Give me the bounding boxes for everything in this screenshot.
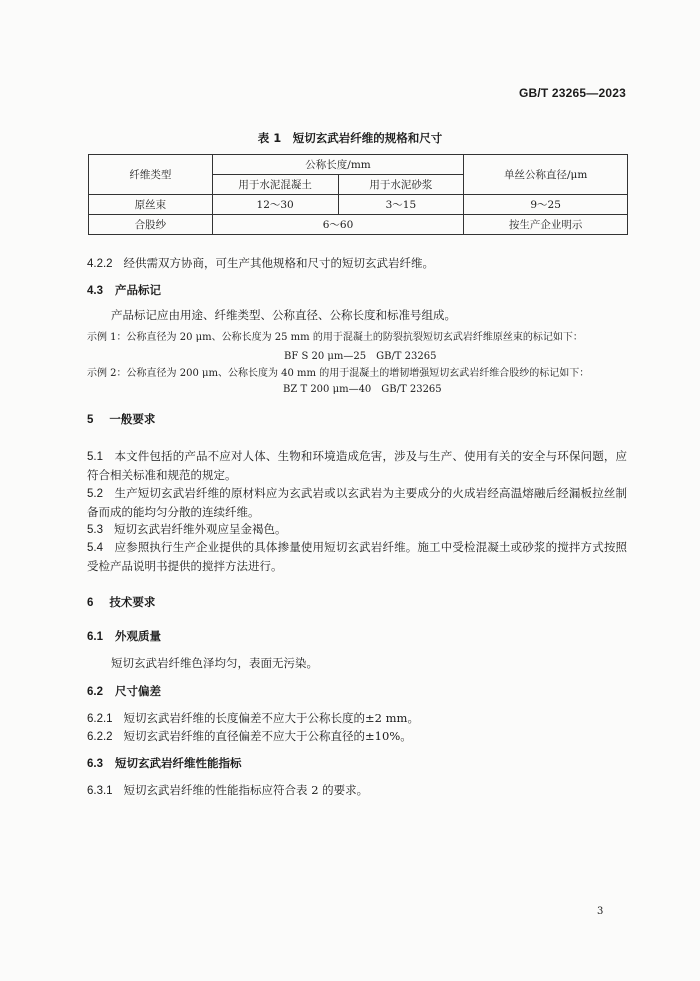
clause-6-2-2 xyxy=(87,728,412,745)
header-nominal-diameter: 单丝公称直径/μm xyxy=(464,155,628,195)
clause-5-3 xyxy=(87,520,627,539)
header-nominal-length: 公称长度/mm xyxy=(212,155,464,175)
clause-number: 6.2.2 xyxy=(87,731,113,743)
clause-text: 短切玄武岩纤维的性能指标应符合表 2 的要求。 xyxy=(123,783,369,797)
header-mortar: 用于水泥砂浆 xyxy=(338,175,464,195)
example-1: 示例 1：公称直径为 20 μm、公称长度为 25 mm 的用于混凝土的防裂抗裂短切玄武岩纤维原丝束的标记如下： xyxy=(87,332,583,343)
clause-text: 短切玄武岩纤维的长度偏差不应大于公称长度的±2 mm。 xyxy=(123,711,419,725)
cell-type: 合股纱 xyxy=(89,215,213,235)
clause-5-2 xyxy=(87,484,627,521)
section-number: 5 xyxy=(87,414,94,426)
section-title: 尺寸偏差 xyxy=(115,684,162,698)
clause-text: 短切玄武岩纤维的直径偏差不应大于公称直径的±10%。 xyxy=(123,729,412,743)
section-title: 短切玄武岩纤维性能指标 xyxy=(115,756,242,770)
cell-diameter: 9～25 xyxy=(464,195,628,215)
clause-number: 5.2 xyxy=(87,488,103,500)
section-title: 技术要求 xyxy=(109,595,156,609)
section-title: 外观质量 xyxy=(115,629,162,643)
clause-number: 6.2.1 xyxy=(87,713,113,725)
header-fiber-type: 纤维类型 xyxy=(89,155,213,195)
section-6-1-heading xyxy=(87,628,161,644)
clause-text: 经供需双方协商，可生产其他规格和尺寸的短切玄武岩纤维。 xyxy=(123,256,435,270)
clause-number: 5.1 xyxy=(87,451,103,463)
clause-number: 5.4 xyxy=(87,542,103,554)
clause-5-4 xyxy=(87,538,627,575)
clause-6-1-text: 短切玄武岩纤维色泽均匀，表面无污染。 xyxy=(111,656,318,670)
clause-text: 应参照执行生产企业提供的具体掺量使用短切玄武岩纤维。施工中受检混凝土或砂浆的搅拌方式按照受检产品说明书提供的搅拌方法进行。 xyxy=(87,540,628,573)
clause-6-3-1 xyxy=(87,782,368,799)
section-number: 6.3 xyxy=(87,758,103,770)
section-number: 6.1 xyxy=(87,631,103,643)
table-caption: 表 1 短切玄武岩纤维的规格和尺寸 xyxy=(257,131,443,145)
section-number: 6 xyxy=(87,597,94,609)
clause-text: 本文件包括的产品不应对人体、生物和环境造成危害，涉及与生产、使用有关的安全与环保问题，应符合相关标准和规范的规定。 xyxy=(87,449,628,482)
table-row xyxy=(89,215,628,235)
table-row xyxy=(89,195,628,215)
cell-concrete: 12～30 xyxy=(212,195,338,215)
section-number: 4.3 xyxy=(87,285,103,297)
section-5-heading xyxy=(87,411,155,427)
clause-4-2-2 xyxy=(87,255,434,272)
clause-text: 生产短切玄武岩纤维的原材料应为玄武岩或以玄武岩为主要成分的火成岩经高温熔融后经漏板拉丝制备而成的能均匀分散的连续纤维。 xyxy=(87,486,628,519)
cell-mortar: 3～15 xyxy=(338,195,464,215)
cell-diameter: 按生产企业明示 xyxy=(464,215,628,235)
clause-number: 4.2.2 xyxy=(87,258,113,270)
cell-type: 原丝束 xyxy=(89,195,213,215)
section-6-2-heading xyxy=(87,683,161,699)
standard-code: GB/T 23265—2023 xyxy=(518,86,626,100)
clause-number: 5.3 xyxy=(87,524,103,536)
clause-6-2-1 xyxy=(87,710,419,727)
example-1-mark: BF S 20 μm—25 GB/T 23265 xyxy=(284,351,437,362)
clause-number: 6.3.1 xyxy=(87,785,113,797)
table-header-row xyxy=(89,155,628,175)
section-6-3-heading xyxy=(87,755,242,771)
section-4-3-heading xyxy=(87,282,161,298)
example-2: 示例 2：公称直径为 200 μm、公称长度为 40 mm 的用于混凝土的增韧增强短切玄武岩纤维合股纱的标记如下： xyxy=(87,368,590,379)
spec-table xyxy=(88,154,628,235)
marking-intro: 产品标记应由用途、纤维类型、公称直径、公称长度和标准号组成。 xyxy=(111,308,456,322)
section-6-heading xyxy=(87,594,155,610)
section-title: 产品标记 xyxy=(115,283,162,297)
section-title: 一般要求 xyxy=(109,412,156,426)
cell-length: 6～60 xyxy=(212,215,464,235)
example-2-mark: BZ T 200 μm—40 GB/T 23265 xyxy=(283,384,442,395)
header-concrete: 用于水泥混凝土 xyxy=(212,175,338,195)
page-number: 3 xyxy=(597,906,604,917)
section-number: 6.2 xyxy=(87,686,103,698)
clause-text: 短切玄武岩纤维外观应呈金褐色。 xyxy=(113,522,287,536)
clause-5-1 xyxy=(87,447,627,484)
